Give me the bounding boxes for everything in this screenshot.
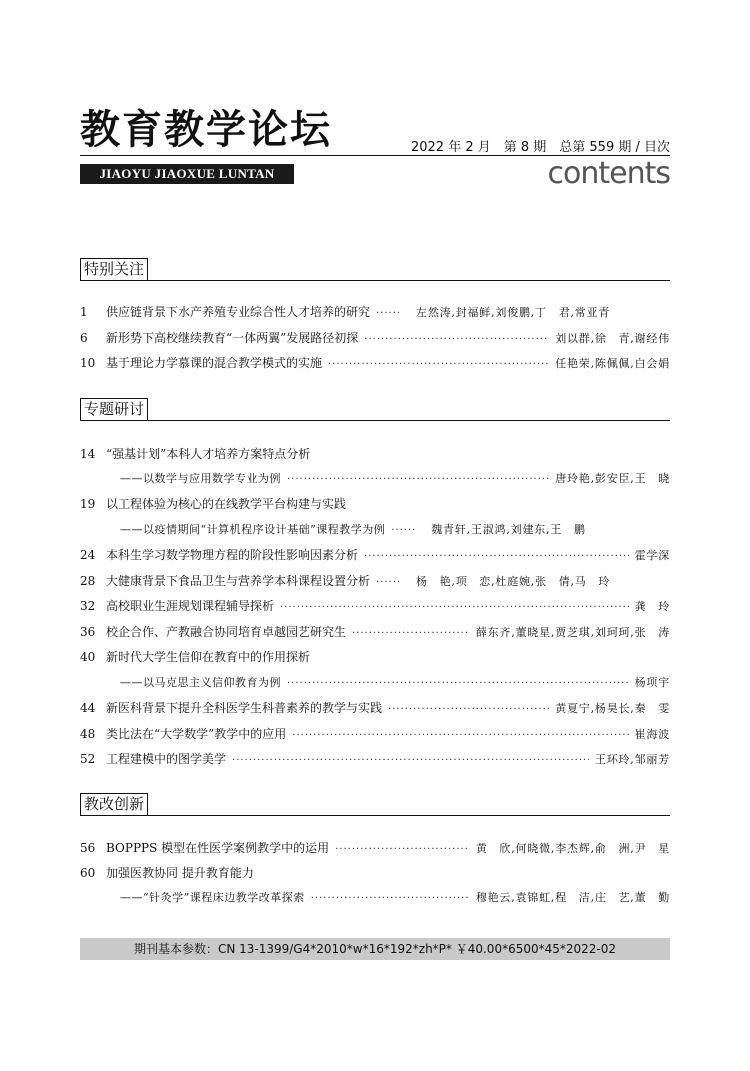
entry-subtitle: ——以疫情期间“计算机程序设计基础”课程教学为例: [120, 523, 386, 536]
entry-authors: 黄 欣,何晓微,李杰辉,俞 洲,尹 星: [475, 842, 670, 855]
dot-leader: [328, 355, 549, 375]
entry-authors: 穆艳云,袁锦虹,程 洁,庄 艺,董 勤: [475, 891, 670, 904]
entry-title: 大健康背景下食品卫生与营养学本科课程设置分析: [106, 574, 371, 588]
contents-heading: contents: [547, 156, 670, 191]
entry-title: 新形势下高校继续教育“一体两翼”发展路径初探: [106, 331, 359, 345]
dot-leader: [280, 598, 629, 618]
entry-title: 本科生学习数学物理方程的阶段性影响因素分析: [106, 548, 359, 562]
toc-entry[interactable]: [80, 622, 670, 642]
entry-authors: 魏青轩,王淑鸿,刘建东,王 鹏: [431, 523, 586, 536]
dot-leader: [352, 624, 470, 644]
entry-authors: 王环玲,邹丽芳: [594, 753, 670, 766]
entry-title: 工程建模中的图学美学: [106, 752, 227, 766]
entry-title: 高校职业生涯规划课程辅导探析: [106, 599, 275, 613]
toc-entry[interactable]: [80, 494, 670, 514]
toc-entry[interactable]: [80, 302, 670, 322]
entry-authors: 杨项宇: [634, 676, 670, 689]
dot-leader: [311, 889, 470, 909]
entry-page: 32: [80, 599, 96, 613]
entry-title: 校企合作、产教融合协同培育卓越园艺研究生: [106, 625, 347, 639]
dot-leader: [335, 840, 470, 860]
entry-title: 基于理论力学慕课的混合教学模式的实施: [106, 356, 323, 370]
issue-info: 2022 年 2 月 第 8 期 总第 559 期 / 目次: [410, 140, 670, 155]
entry-authors: 刘以群,徐 青,谢经伟: [555, 332, 670, 345]
entry-title: 类比法在“大学数学”教学中的应用: [106, 727, 287, 741]
entry-page: 56: [80, 841, 96, 855]
entry-title: BOPPPS 模型在性医学案例教学中的运用: [106, 841, 330, 855]
toc-entry[interactable]: [80, 698, 670, 718]
entry-authors: 左然涛,封福鲜,刘俊鹏,丁 君,常亚青: [416, 306, 611, 319]
entry-page: 44: [80, 701, 96, 715]
entry-page: 24: [80, 548, 96, 562]
toc-entry[interactable]: [80, 545, 670, 565]
entry-title: 供应链背景下水产养殖专业综合性人才培养的研究: [106, 305, 371, 319]
entry-authors: 薛东齐,董晓星,贾芝琪,刘珂珂,张 涛: [475, 626, 670, 639]
dot-leader: [287, 470, 549, 490]
toc-entry[interactable]: [80, 838, 670, 858]
entry-title: “强基计划”本科人才培养方案特点分析: [106, 447, 311, 461]
toc-entry[interactable]: [80, 863, 670, 883]
section-heading-special-focus: 特别关注: [80, 258, 670, 281]
entry-page: 19: [80, 497, 96, 511]
entry-authors: 崔海波: [634, 728, 670, 741]
entry-authors: 霍学深: [634, 549, 670, 562]
entry-authors: 龚 玲: [634, 600, 670, 613]
entry-page: 6: [80, 331, 88, 345]
dot-leader: [232, 751, 589, 771]
entry-title: 新时代大学生信仰在教育中的作用探析: [106, 650, 311, 664]
dot-leader: [391, 521, 425, 541]
entry-page: 28: [80, 574, 96, 588]
entry-subtitle: ——以马克思主义信仰教育为例: [120, 676, 281, 689]
toc-entry-subtitle-row[interactable]: [80, 888, 670, 908]
entry-page: 1: [80, 305, 88, 319]
entry-authors: 唐玲艳,彭安臣,王 晓: [555, 472, 670, 485]
entry-subtitle: ——“针灸学”课程床边教学改革探索: [120, 891, 305, 904]
journal-title: 教育教学论坛: [80, 107, 332, 153]
section-heading-topic-discussion: 专题研讨: [80, 398, 670, 421]
dot-leader: [292, 726, 628, 746]
toc-entry[interactable]: [80, 444, 670, 464]
dot-leader: [388, 700, 549, 720]
toc-entry[interactable]: [80, 571, 670, 591]
entry-title: 加强医教协同 提升教育能力: [106, 866, 254, 880]
entry-authors: 任艳荣,陈佩佩,白会娟: [555, 357, 670, 370]
entry-page: 52: [80, 752, 96, 766]
dot-leader: [376, 304, 410, 324]
entry-authors: 杨 艳,项 恋,杜庭婉,张 倩,马 玲: [416, 575, 611, 588]
journal-parameters-bar: 期刊基本参数：CN 13-1399/G4*2010*w*16*192*zh*P* ￥40.00*6500*45*2022-02: [80, 938, 670, 960]
entry-page: 36: [80, 625, 96, 639]
section-heading-reform-innovation: 教改创新: [80, 793, 670, 816]
toc-entry-subtitle-row[interactable]: [80, 469, 670, 489]
entry-page: 48: [80, 727, 96, 741]
entry-subtitle: ——以数学与应用数学专业为例: [120, 472, 281, 485]
entry-page: 60: [80, 866, 96, 880]
dot-leader: [376, 573, 410, 593]
toc-entry[interactable]: [80, 353, 670, 373]
toc-entry[interactable]: [80, 647, 670, 667]
entry-authors: 黄夏宁,杨昊长,秦 雯: [555, 702, 670, 715]
dot-leader: [364, 330, 549, 350]
toc-entry-subtitle-row[interactable]: [80, 520, 670, 540]
entry-page: 40: [80, 650, 96, 664]
toc-entry-subtitle-row[interactable]: [80, 673, 670, 693]
dot-leader: [364, 547, 629, 567]
entry-title: 新医科背景下提升全科医学生科普素养的教学与实践: [106, 701, 383, 715]
journal-pinyin-title: JIAOYU JIAOXUE LUNTAN: [80, 164, 294, 184]
toc-entry[interactable]: [80, 328, 670, 348]
dot-leader: [287, 674, 629, 694]
entry-page: 10: [80, 356, 96, 370]
toc-entry[interactable]: [80, 596, 670, 616]
toc-entry[interactable]: [80, 749, 670, 769]
entry-title: 以工程体验为核心的在线教学平台构建与实践: [106, 497, 347, 511]
toc-entry[interactable]: [80, 724, 670, 744]
entry-page: 14: [80, 447, 96, 461]
